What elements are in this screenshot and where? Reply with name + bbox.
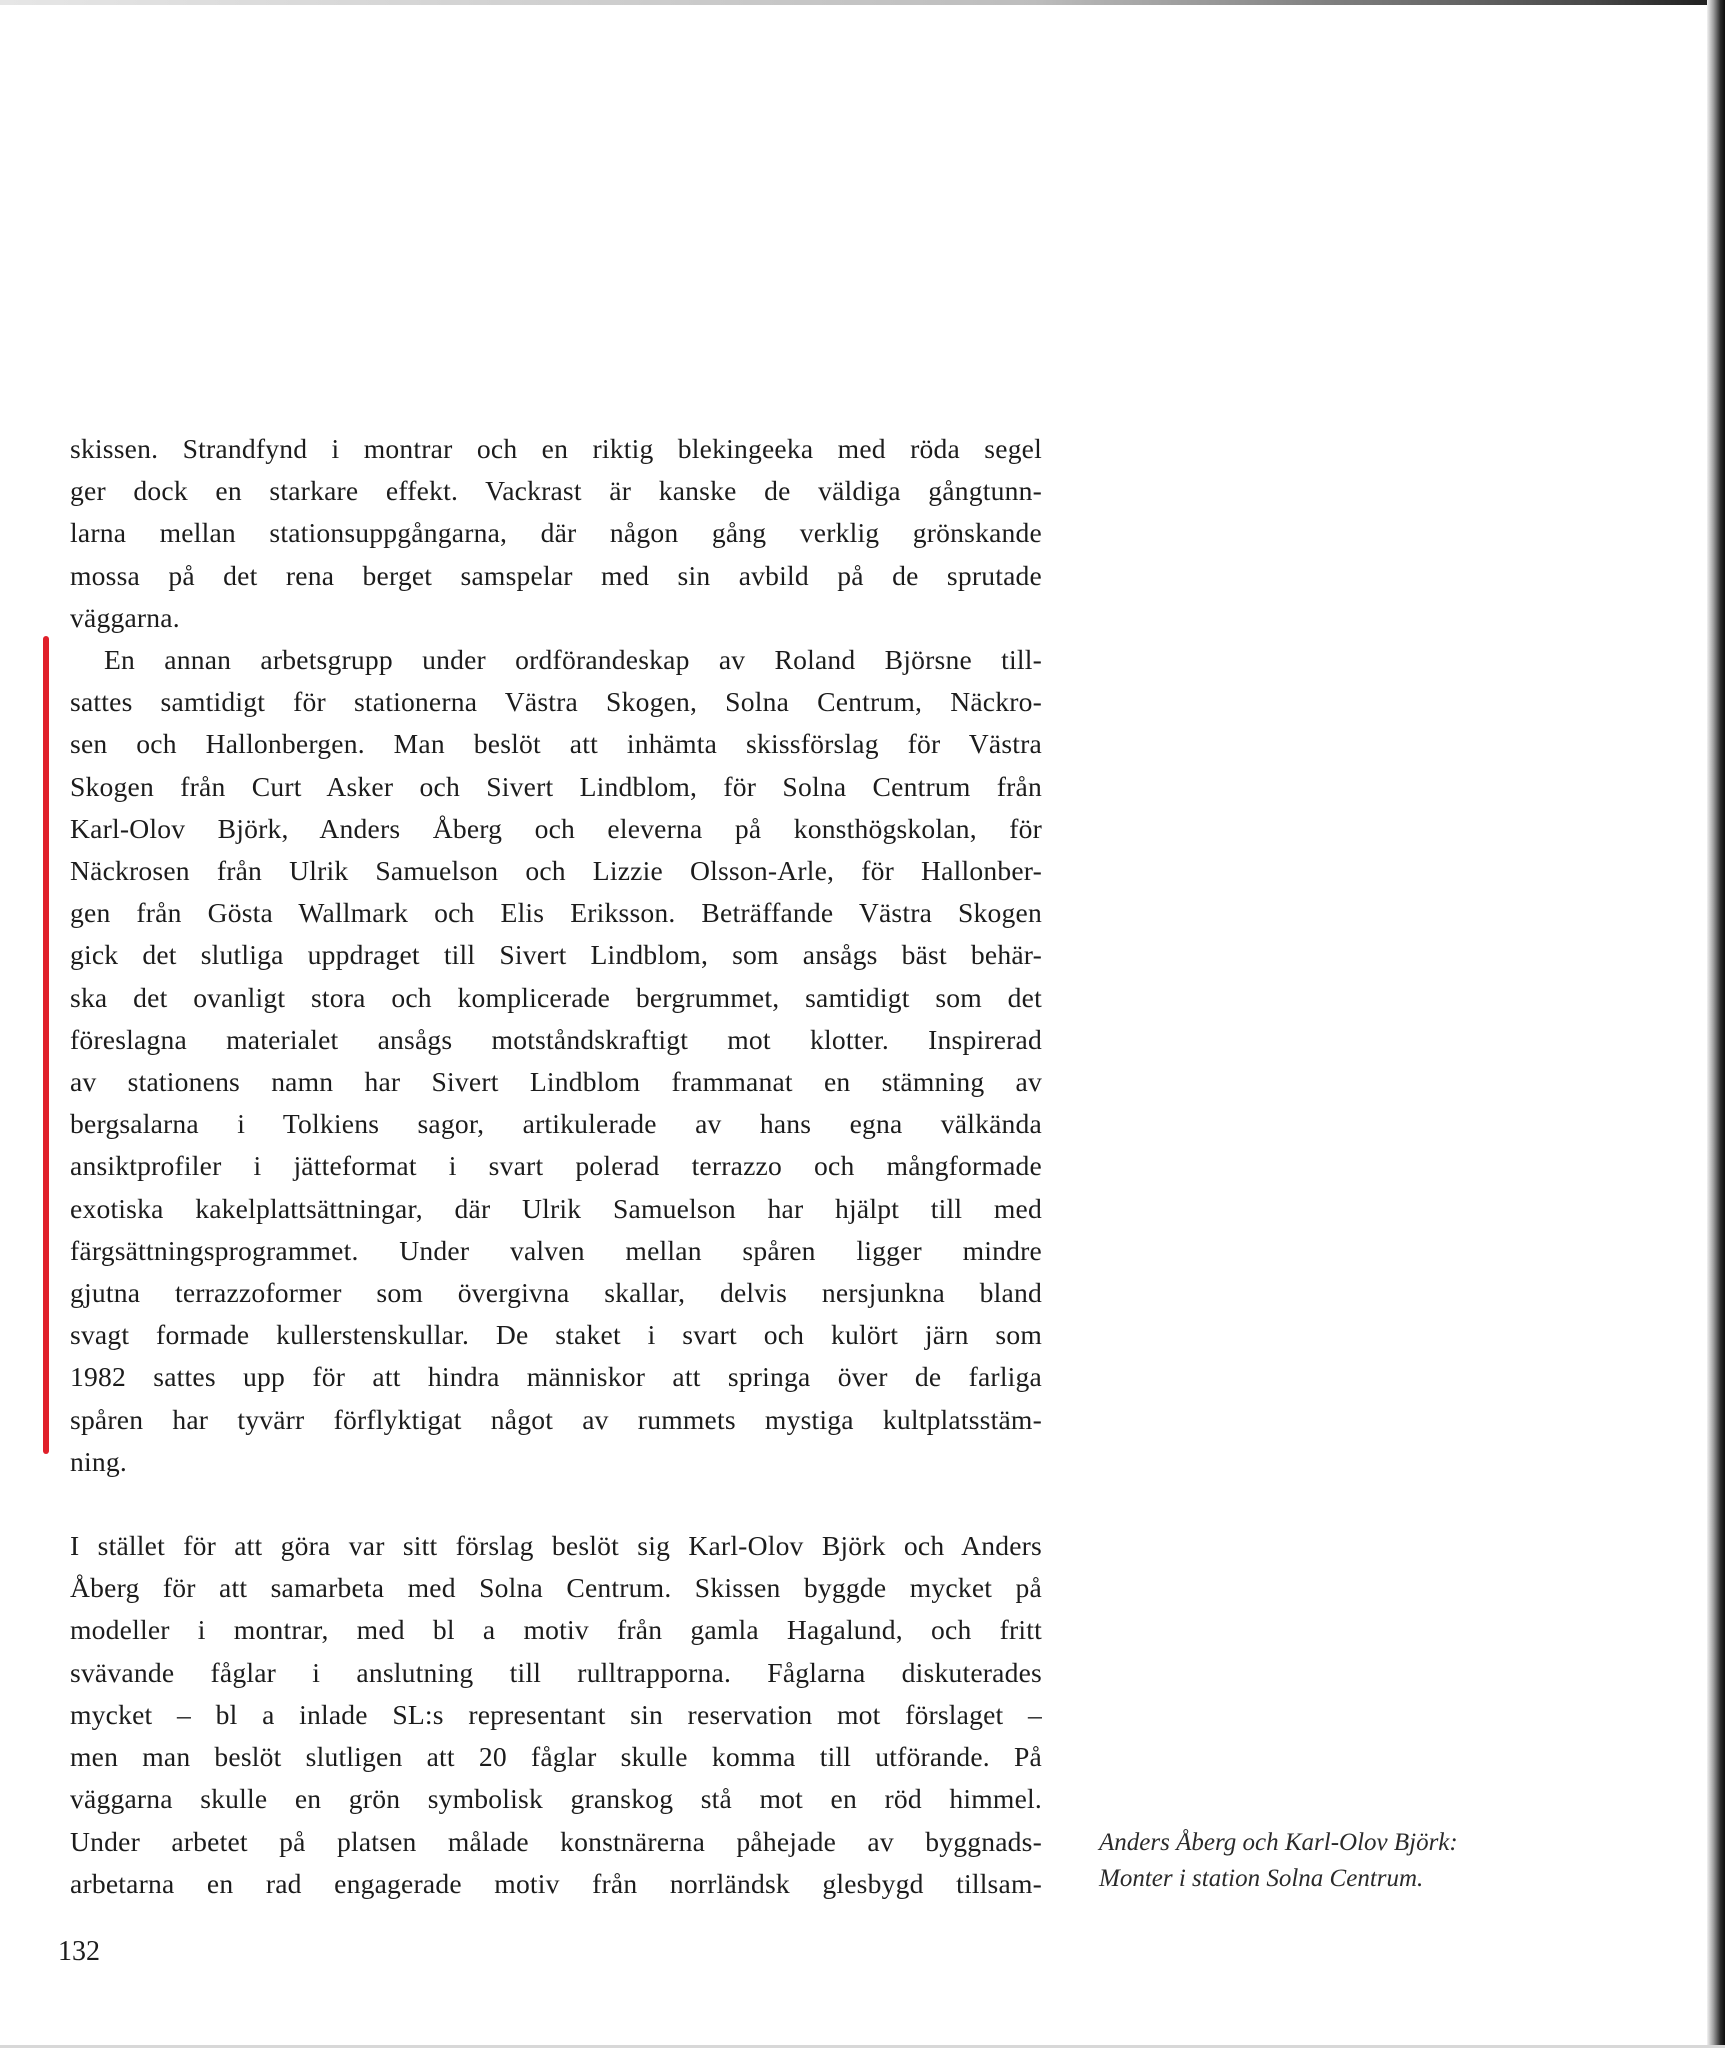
text-line: modeller i montrar, med bl a motiv från gamla Hagalund, och fritt <box>70 1614 1042 1646</box>
text-line: sen och Hallonbergen. Man beslöt att inhämta skissförslag för Västra <box>70 728 1042 760</box>
text-line: En annan arbetsgrupp under ordförandeskap av Roland Björsne till- <box>104 644 1042 676</box>
paragraph-3 <box>70 1525 1042 1905</box>
scan-right-edge <box>1707 0 1725 2048</box>
text-line: sattes samtidigt för stationerna Västra Skogen, Solna Centrum, Näckro- <box>70 686 1042 718</box>
caption-line: Monter i station Solna Centrum. <box>1099 1865 1424 1892</box>
text-line: Karl-Olov Björk, Anders Åberg och eleverna på konsthögskolan, för <box>70 812 1042 844</box>
text-line: spåren har tyvärr förflyktigat något av rummets mystiga kultplatsstäm- <box>70 1403 1042 1435</box>
text-line: gick det slutliga uppdraget till Sivert Lindblom, som ansågs bäst behär- <box>70 939 1042 971</box>
text-line: I stället för att göra var sitt förslag beslöt sig Karl-Olov Björk och Anders <box>70 1530 1042 1562</box>
text-line: Åberg för att samarbeta med Solna Centrum. Skissen byggde mycket på <box>70 1572 1042 1604</box>
text-line: skissen. Strandfynd i montrar och en riktig blekingeeka med röda segel <box>70 433 1042 464</box>
text-line: Näckrosen från Ulrik Samuelson och Lizzie Olsson-Arle, för Hallonber- <box>70 855 1042 887</box>
text-line: ansiktprofiler i jätteformat i svart polerad terrazzo och mångformade <box>70 1150 1042 1182</box>
text-line: väggarna skulle en grön symbolisk granskog stå mot en röd himmel. <box>70 1783 1042 1815</box>
caption-line: Anders Åberg och Karl-Olov Björk: <box>1099 1829 1458 1856</box>
body-text <box>70 428 1042 1905</box>
text-line: väggarna. <box>70 601 180 633</box>
paragraph-1 <box>70 428 1042 639</box>
text-line: exotiska kakelplattsättningar, där Ulrik Samuelson har hjälpt till med <box>70 1192 1042 1224</box>
text-line: ger dock en starkare effekt. Vackrast är kanske de väldiga gångtunn- <box>70 475 1042 507</box>
page-number: 132 <box>58 1936 100 1967</box>
text-line: 1982 sattes upp för att hindra människor att springa över de farliga <box>70 1361 1042 1393</box>
text-line: larna mellan stationsuppgångarna, där någon gång verklig grönskande <box>70 517 1042 549</box>
text-line: svävande fåglar i anslutning till rulltrapporna. Fåglarna diskuterades <box>70 1656 1042 1688</box>
image-caption <box>1099 1825 1458 1897</box>
text-line: ning. <box>70 1445 127 1477</box>
paragraph-2 <box>70 639 1042 1483</box>
text-line: Under arbetet på platsen målade konstnärerna påhejade av byggnads- <box>70 1825 1042 1857</box>
text-line: föreslagna materialet ansågs motståndskraftigt mot klotter. Inspirerad <box>70 1023 1042 1055</box>
margin-highlight-bar <box>43 636 49 1454</box>
text-line: svagt formade kullerstenskullar. De staket i svart och kulört järn som <box>70 1319 1042 1351</box>
scan-top-edge <box>0 0 1725 5</box>
text-line: arbetarna en rad engagerade motiv från norrländsk glesbygd tillsam- <box>70 1867 1042 1899</box>
text-line: ska det ovanligt stora och komplicerade bergrummet, samtidigt som det <box>70 981 1042 1013</box>
text-line: gen från Gösta Wallmark och Elis Eriksson. Beträffande Västra Skogen <box>70 897 1042 929</box>
text-line: färgsättningsprogrammet. Under valven mellan spåren ligger mindre <box>70 1234 1042 1266</box>
text-line: men man beslöt slutligen att 20 fåglar skulle komma till utförande. På <box>70 1741 1042 1773</box>
text-line: mycket – bl a inlade SL:s representant sin reservation mot förslaget – <box>70 1698 1042 1730</box>
text-line: gjutna terrazzoformer som övergivna skallar, delvis nersjunkna bland <box>70 1277 1042 1309</box>
text-line: bergsalarna i Tolkiens sagor, artikulerade av hans egna välkända <box>70 1108 1042 1140</box>
text-line: av stationens namn har Sivert Lindblom frammanat en stämning av <box>70 1066 1042 1098</box>
text-line: mossa på det rena berget samspelar med sin avbild på de sprutade <box>70 559 1042 591</box>
text-line: Skogen från Curt Asker och Sivert Lindblom, för Solna Centrum från <box>70 770 1042 802</box>
